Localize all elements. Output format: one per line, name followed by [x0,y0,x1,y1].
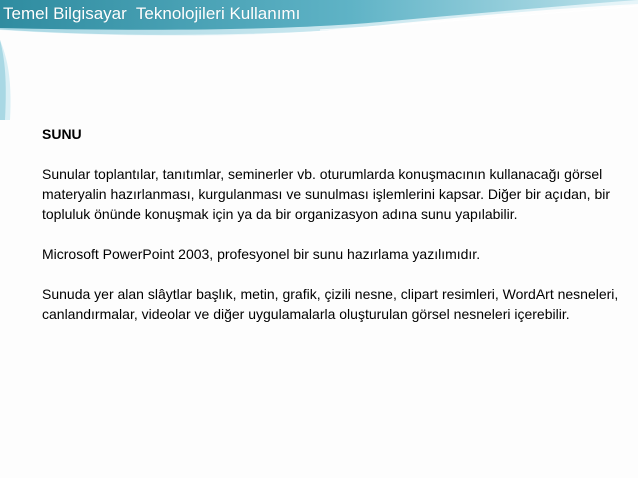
section-heading: SUNU [42,126,82,142]
left-decoration [0,40,14,120]
left-wave-graphic [0,40,14,120]
paragraph-slide-contents: Sunuda yer alan slâytlar başlık, metin, grafik, çizili nesne, clipart resimleri, WordArt nesneleri, canlandırmalar, videolar ve diğer uygulamalarla oluşturulan görsel nesneleri içerebilir. [42,286,619,322]
slide-body [42,124,622,344]
paragraph-definition: Sunular toplantılar, tanıtımlar, seminerler vb. oturumlarda konuşmacının kullanacağı görsel materyalin hazırlanması, kurgulanması ve sunulması işlemlerini kapsar. Diğer bir açıdan, bir topluluk önünde konuşmak için ya da bir organizasyon adına sunu yapılabilir. [42,166,611,222]
paragraph-powerpoint: Microsoft PowerPoint 2003, profesyonel bir sunu hazırlama yazılımıdır. [42,246,481,262]
header-band [0,0,638,40]
slide-title: Temel Bilgisayar Teknolojileri Kullanımı [3,4,301,23]
